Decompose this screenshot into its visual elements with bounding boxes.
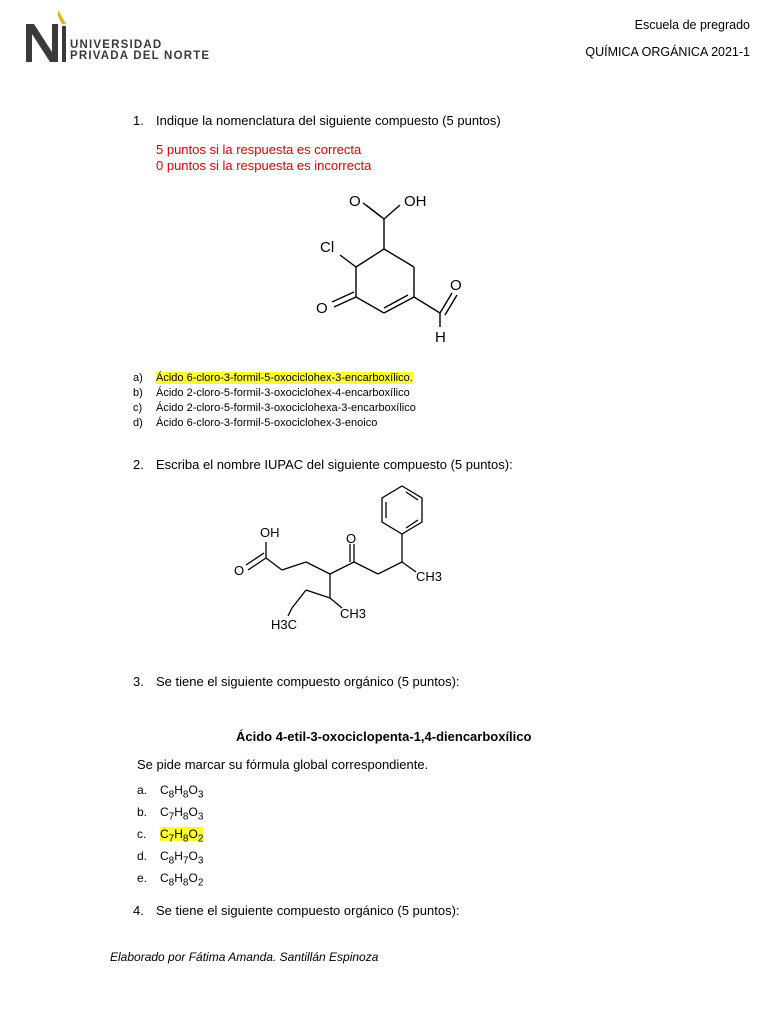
option-letter: d)	[133, 417, 143, 429]
university-line1: UNIVERSIDAD	[70, 39, 163, 51]
q2-atom-label-o-acid: O	[234, 563, 245, 578]
q2-text: Escriba el nombre IUPAC del siguiente compuesto (5 puntos):	[156, 457, 513, 472]
option-letter: a.	[137, 783, 148, 797]
q1-atom-label-o-aldehyde: O	[450, 277, 462, 294]
q2-atom-label-o-ketone: O	[346, 531, 357, 546]
q3-option-b[interactable]	[137, 804, 203, 826]
q2-molecule-diagram	[230, 482, 460, 637]
q1-atom-label-cl: Cl	[320, 239, 335, 256]
q1-note-correct: 5 puntos si la respuesta es correcta	[156, 142, 362, 157]
q3-text: Se tiene el siguiente compuesto orgánico (5 puntos):	[156, 674, 460, 689]
q1-option-c[interactable]	[133, 401, 416, 416]
q1-option-b[interactable]	[133, 386, 416, 401]
university-name	[70, 40, 210, 62]
option-text: Ácido 6-cloro-3-formil-5-oxociclohex-3-encarboxílico.	[156, 372, 413, 384]
q1-atom-label-o-ketone: O	[316, 300, 328, 317]
q3-option-c[interactable]	[137, 826, 203, 848]
q2-number: 2.	[133, 457, 144, 472]
formula: $C_8H_8O_3$	[160, 783, 204, 801]
option-letter: b)	[133, 387, 143, 399]
q3-number: 3.	[133, 674, 144, 689]
q1-number: 1.	[133, 113, 144, 128]
formula: $C_7H_8O_2$	[160, 826, 204, 845]
q2-atom-label-ch3-bottom: CH3	[340, 606, 367, 621]
footer-author: Elaborado por Fátima Amanda. Santillán Espinoza	[110, 950, 379, 964]
q4-number: 4.	[133, 903, 144, 918]
option-text: Ácido 6-cloro-3-formil-5-oxociclohex-3-enoico	[156, 417, 378, 429]
formula: $C_7H_8O_3$	[160, 804, 204, 823]
course-label: QUÍMICA ORGÁNICA 2021-1	[585, 45, 750, 59]
university-line2: PRIVADA DEL NORTE	[70, 50, 211, 62]
formula: $C_8H_7O_3$	[160, 848, 204, 867]
q1-note-incorrect: 0 puntos si la respuesta es incorrecta	[156, 158, 372, 173]
q1-atom-label-h: H	[435, 329, 446, 346]
option-letter: c)	[133, 402, 143, 414]
q1-option-a[interactable]	[133, 371, 416, 386]
upn-logo-icon	[22, 10, 72, 66]
option-letter: a)	[133, 372, 143, 384]
option-text: Ácido 2-cloro-5-formil-3-oxociclohexa-3-encarboxílico	[156, 402, 416, 414]
q3-option-d[interactable]	[137, 848, 203, 870]
q3-compound-name: Ácido 4-etil-3-oxociclopenta-1,4-diencarboxílico	[236, 729, 532, 744]
option-letter: b.	[137, 804, 148, 819]
q1-molecule-diagram	[300, 185, 490, 350]
q2-atom-label-h3c: H3C	[271, 617, 298, 632]
school-label: Escuela de pregrado	[634, 18, 750, 32]
q4-text: Se tiene el siguiente compuesto orgánico (5 puntos):	[156, 903, 460, 918]
q3-options	[137, 782, 203, 891]
option-letter: e.	[137, 870, 148, 885]
q1-atom-label-oh: OH	[404, 193, 427, 210]
option-letter: c.	[137, 826, 147, 841]
q2-atom-label-ch3-right: CH3	[416, 569, 443, 584]
option-text: Ácido 2-cloro-5-formil-3-oxociclohex-4-encarboxílico	[156, 387, 410, 399]
q1-atom-label-o: O	[349, 193, 361, 210]
q3-option-a[interactable]	[137, 782, 203, 804]
q2-atom-label-oh: OH	[260, 525, 280, 540]
q1-options	[133, 371, 416, 431]
q3-instruction: Se pide marcar su fórmula global correspondiente.	[137, 757, 429, 772]
option-letter: d.	[137, 848, 148, 863]
formula: $C_8H_8O_2$	[160, 870, 204, 888]
q1-text: Indique la nomenclatura del siguiente compuesto (5 puntos)	[156, 113, 501, 128]
q1-option-d[interactable]	[133, 416, 416, 431]
q3-option-e[interactable]	[137, 870, 203, 892]
